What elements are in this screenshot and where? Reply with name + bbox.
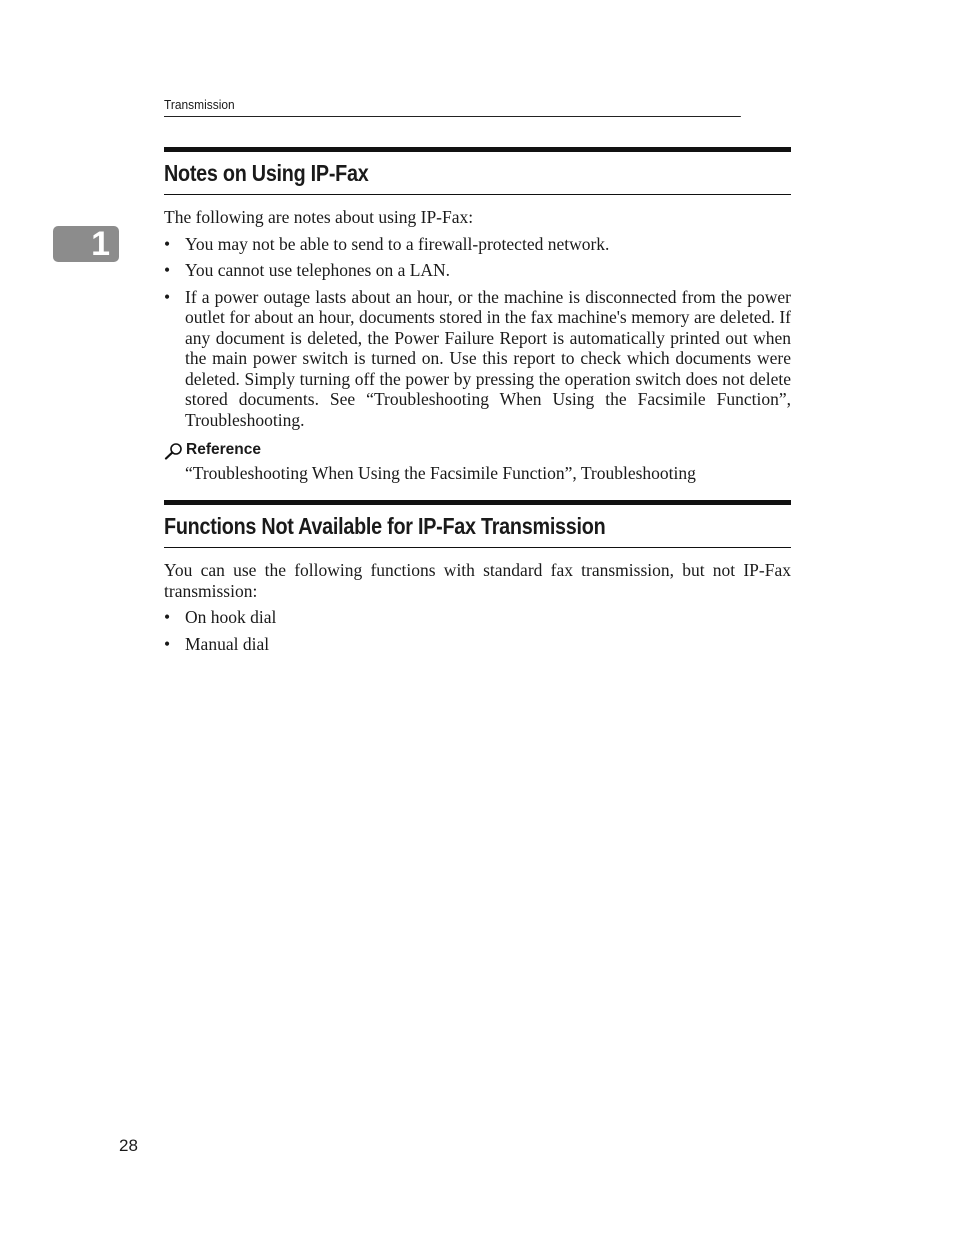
- bullet-icon: •: [164, 260, 171, 280]
- bullet-icon: •: [164, 607, 171, 627]
- section-title: Notes on Using IP-Fax: [164, 158, 791, 195]
- chapter-tab: 1: [53, 226, 119, 262]
- list-item-text: On hook dial: [185, 607, 277, 627]
- bullet-icon: •: [164, 233, 171, 254]
- list-item: [164, 234, 791, 255]
- section-functions-not-available: [164, 500, 791, 660]
- section-notes-ip-fax: [164, 147, 791, 484]
- list-item: [164, 260, 791, 281]
- running-header-title: Transmission: [164, 97, 235, 112]
- bullet-icon: •: [164, 633, 171, 654]
- list-item: [164, 634, 791, 655]
- list-item-text: If a power outage lasts about an hour, or the machine is disconnected from the power outlet for about an hour, documents stored in the fax machine's memory are deleted. If any document is deleted, the Power Failure Report is automatically printed out when the main power switch is turned on. Use this report to check which documents were deleted. Simply turning off the power by pressing the operation switch does not delete stored documents. See “Troubleshooting When Using the Facsimile Function”, Troubleshooting.: [185, 286, 791, 430]
- bullet-list: [164, 234, 791, 431]
- section-top-rule: [164, 500, 791, 505]
- list-item-text: You cannot use telephones on a LAN.: [185, 260, 451, 280]
- list-item: [164, 287, 791, 431]
- list-item-text: Manual dial: [185, 633, 270, 654]
- list-item: [164, 607, 791, 628]
- section-title: Functions Not Available for IP-Fax Transmission: [164, 511, 791, 548]
- reference-heading: [164, 440, 791, 460]
- list-item-text: You may not be able to send to a firewall-protected network.: [185, 233, 610, 254]
- section-intro: The following are notes about using IP-Fax:: [164, 207, 474, 227]
- reference-block: [164, 440, 791, 484]
- section-intro: You can use the following functions with standard fax transmission, but not IP-Fax transmission:: [164, 560, 791, 601]
- reference-text: “Troubleshooting When Using the Facsimile Function”, Troubleshooting: [185, 463, 696, 483]
- bullet-icon: •: [164, 286, 171, 307]
- section-top-rule: [164, 147, 791, 152]
- magnifier-icon: [164, 442, 184, 460]
- page-number: 28: [119, 1136, 138, 1155]
- bullet-list: [164, 607, 791, 654]
- running-header: [164, 96, 741, 117]
- reference-label: Reference: [186, 441, 261, 458]
